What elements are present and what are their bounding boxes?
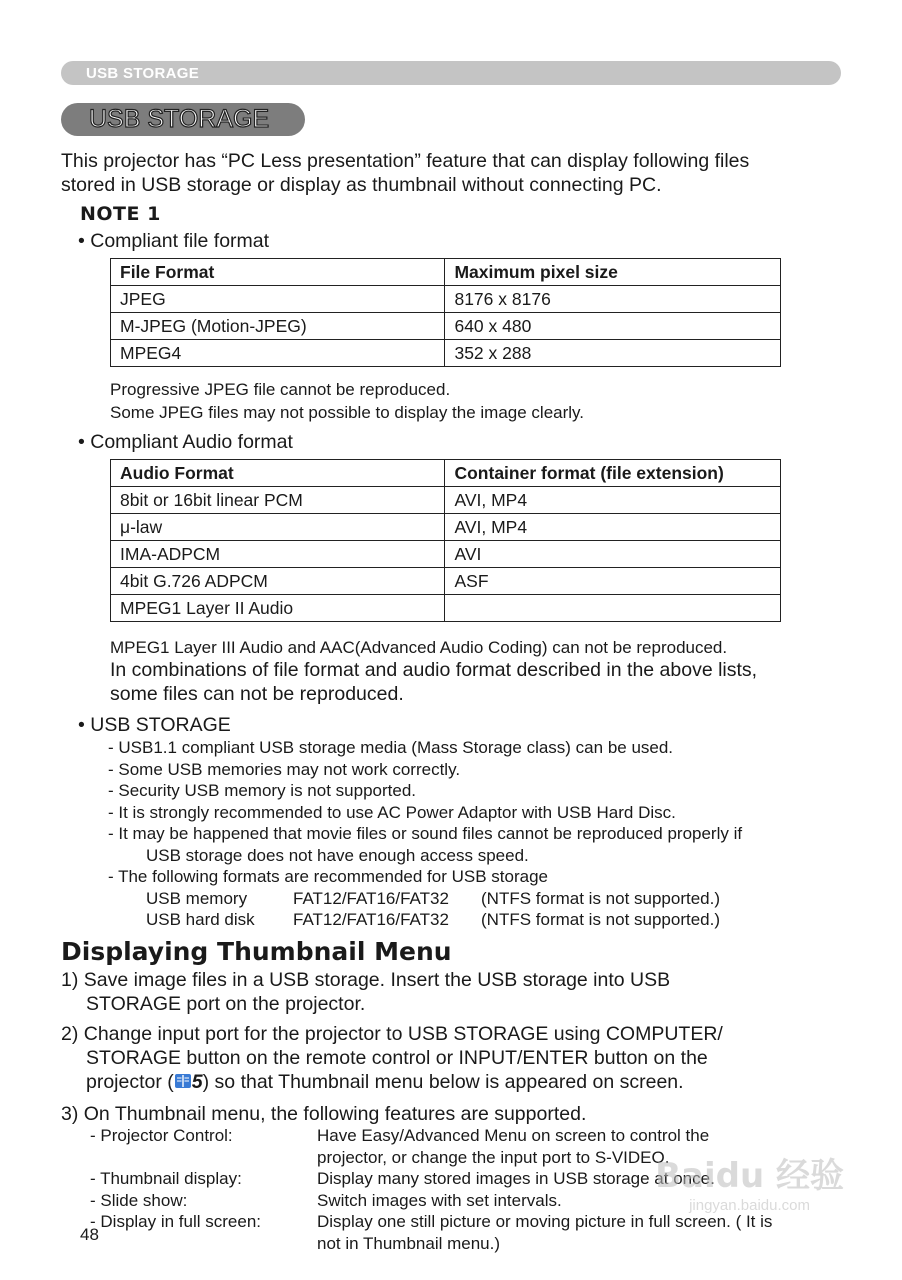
- format-fs: FAT12/FAT16/FAT32: [293, 910, 449, 929]
- feature-row: [90, 1233, 850, 1255]
- format-row: [108, 909, 848, 931]
- table-row: [111, 568, 781, 595]
- table-header-cell: Maximum pixel size: [445, 259, 781, 286]
- feature-desc: Switch images with set intervals.: [317, 1190, 562, 1210]
- table-row: [111, 313, 781, 340]
- book-icon[interactable]: [174, 1072, 192, 1096]
- list-item: - USB1.1 compliant USB storage media (Mass Storage class) can be used.: [108, 738, 674, 757]
- table-row: [111, 487, 781, 514]
- table-row: [111, 340, 781, 367]
- step-line: 1) Save image files in a USB storage. Insert the USB storage into USB: [61, 969, 671, 991]
- audio-format-bullet: • Compliant Audio format: [78, 431, 293, 453]
- thumbnail-heading: Displaying Thumbnail Menu: [61, 937, 452, 966]
- table-row: [111, 541, 781, 568]
- format-note: (NTFS format is not supported.): [481, 888, 721, 908]
- table-cell: 4bit G.726 ADPCM: [111, 568, 445, 595]
- file-format-table: [110, 258, 781, 367]
- feature-desc: projector, or change the input port to S-VIDEO.: [317, 1147, 670, 1167]
- table-cell: MPEG4: [111, 340, 445, 367]
- feature-name: - Display in full screen:: [90, 1212, 262, 1231]
- table-header-cell: Audio Format: [111, 460, 445, 487]
- step-line: STORAGE port on the projector.: [86, 993, 366, 1015]
- list-item: - It is strongly recommended to use AC Power Adaptor with USB Hard Disc.: [108, 802, 676, 822]
- table-cell: IMA-ADPCM: [111, 541, 445, 568]
- usb-storage-bullet: • USB STORAGE: [78, 714, 231, 736]
- file-format-notes: [110, 378, 584, 424]
- file-format-bullet: • Compliant file format: [78, 230, 270, 252]
- file-format-note: Some JPEG files may not possible to display the image clearly.: [110, 403, 585, 422]
- format-row: [108, 888, 848, 910]
- intro-line-1: This projector has “PC Less presentation” feature that can display following files: [61, 150, 750, 172]
- list-item: - It may be happened that movie files or sound files cannot be reproduced properly if: [108, 824, 743, 843]
- audio-note-line: some files can not be reproduced.: [110, 683, 404, 705]
- format-fs: FAT12/FAT16/FAT32: [293, 888, 449, 908]
- feature-desc: Display one still picture or moving picture in full screen. ( It is: [317, 1212, 773, 1231]
- section-title: USB STORAGE: [89, 105, 270, 133]
- table-header-row: [111, 460, 781, 487]
- header-label: USB STORAGE: [86, 65, 200, 82]
- feature-name: - Slide show:: [90, 1190, 188, 1210]
- table-header-cell: Container format (file extension): [445, 460, 781, 487]
- list-item: USB storage does not have enough access speed.: [146, 845, 529, 865]
- table-cell: AVI, MP4: [445, 514, 781, 541]
- page-ref[interactable]: 5: [191, 1071, 203, 1093]
- table-header-cell: File Format: [111, 259, 445, 286]
- watermark-text: Baidu 经验: [655, 1156, 844, 1196]
- step-text: projector (: [86, 1071, 174, 1093]
- audio-note-large: [110, 658, 757, 706]
- audio-note-small: MPEG1 Layer III Audio and AAC(Advanced Audio Coding) can not be reproduced.: [110, 638, 728, 657]
- table-cell: 8176 x 8176: [445, 286, 781, 313]
- step-line: [61, 1070, 851, 1096]
- format-note: (NTFS format is not supported.): [481, 910, 721, 929]
- intro-paragraph: [61, 149, 841, 197]
- audio-note-line: In combinations of file format and audio format described in the above lists,: [110, 659, 758, 681]
- table-cell: 352 x 288: [445, 340, 781, 367]
- table-row: [111, 595, 781, 622]
- table-cell: ASF: [445, 568, 781, 595]
- table-row: [111, 514, 781, 541]
- audio-format-table: [110, 459, 781, 622]
- table-cell: AVI, MP4: [445, 487, 781, 514]
- step-line: STORAGE button on the remote control or INPUT/ENTER button on the: [86, 1047, 708, 1069]
- thumbnail-steps: [61, 968, 851, 1126]
- table-header-row: [111, 259, 781, 286]
- table-cell: 8bit or 16bit linear PCM: [111, 487, 445, 514]
- step-text: ) so that Thumbnail menu below is appeared on screen.: [202, 1071, 684, 1093]
- file-format-note: Progressive JPEG file cannot be reproduced.: [110, 380, 451, 399]
- list-item: - The following formats are recommended for USB storage: [108, 867, 548, 886]
- watermark-sub: jingyan.baidu.com: [689, 1197, 810, 1214]
- format-device: USB memory: [146, 888, 248, 908]
- intro-line-2: stored in USB storage or display as thumbnail without connecting PC.: [61, 174, 662, 196]
- table-cell: JPEG: [111, 286, 445, 313]
- note-title: NOTE 1: [80, 203, 161, 225]
- header-bar: [61, 61, 841, 85]
- feature-desc: Display many stored images in USB storage at once.: [317, 1169, 715, 1188]
- section-title-pill: [61, 103, 305, 136]
- table-cell: 640 x 480: [445, 313, 781, 340]
- page-number: 48: [80, 1225, 99, 1244]
- table-cell: MPEG1 Layer II Audio: [111, 595, 445, 622]
- feature-row: [90, 1125, 850, 1147]
- feature-row: [90, 1211, 850, 1233]
- table-cell: μ-law: [111, 514, 445, 541]
- table-cell: M-JPEG (Motion-JPEG): [111, 313, 445, 340]
- table-cell: AVI: [445, 541, 781, 568]
- step-line: 3) On Thumbnail menu, the following features are supported.: [61, 1103, 587, 1125]
- table-row: [111, 286, 781, 313]
- format-device: USB hard disk: [146, 910, 255, 929]
- feature-desc: Have Easy/Advanced Menu on screen to control the: [317, 1126, 710, 1145]
- step-line: 2) Change input port for the projector to USB STORAGE using COMPUTER/: [61, 1023, 723, 1045]
- feature-name: - Projector Control:: [90, 1126, 233, 1145]
- list-item: - Security USB memory is not supported.: [108, 781, 417, 800]
- usb-storage-list: [108, 737, 848, 931]
- list-item: - Some USB memories may not work correctly.: [108, 759, 461, 779]
- feature-name: - Thumbnail display:: [90, 1169, 242, 1188]
- feature-desc: not in Thumbnail menu.): [317, 1233, 501, 1253]
- table-cell: [445, 595, 781, 622]
- watermark: [655, 1148, 844, 1214]
